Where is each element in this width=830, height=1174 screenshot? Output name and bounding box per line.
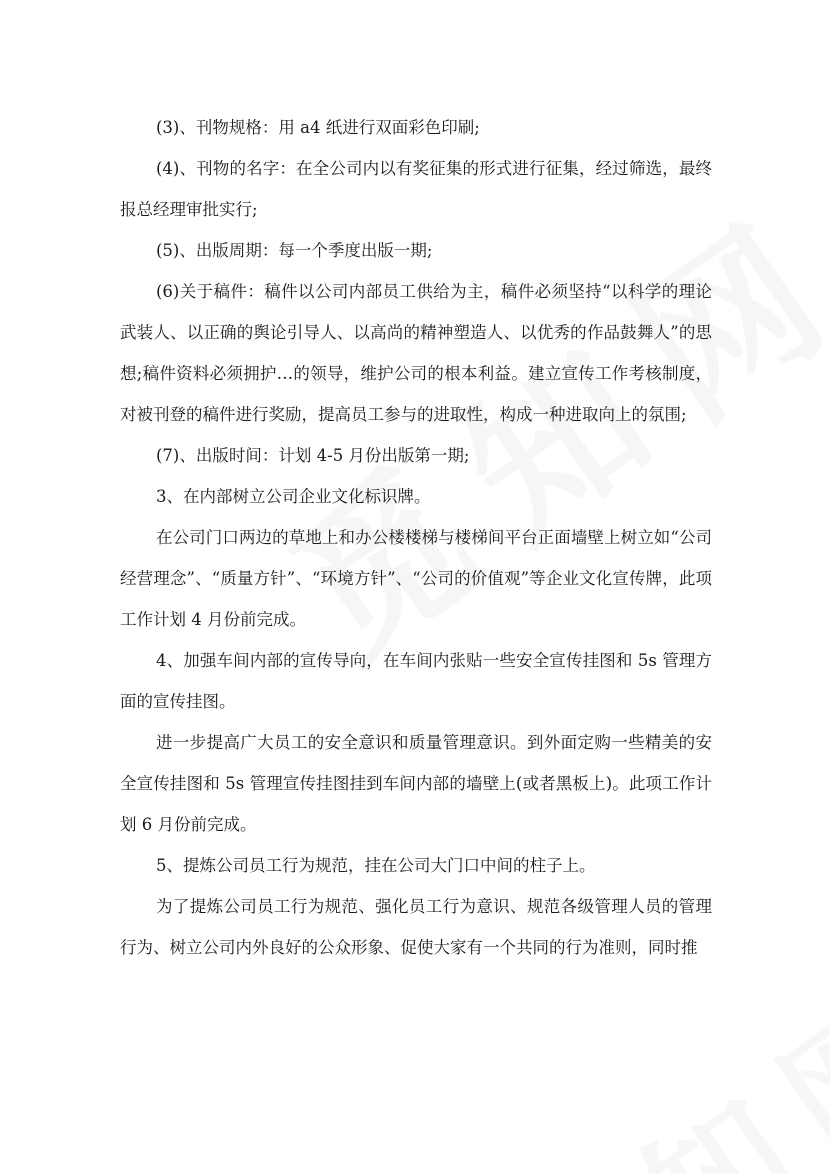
- paragraph-publication-name: (4)、刊物的名字：在全公司内以有奖征集的形式进行征集，经过筛选，最终报总经理审批实行;: [120, 159, 712, 219]
- paragraph-section-3-heading: 3、在内部树立公司企业文化标识牌。: [156, 487, 431, 506]
- paragraph-publication-time: (7)、出版时间：计划 4-5 月份出版第一期;: [156, 446, 470, 465]
- watermark-lower: [458, 932, 830, 1174]
- paragraph-section-5-body: 为了提炼公司员工行为规范、强化员工行为意识、规范各级管理人员的管理行为、树立公司内外良好的公众形象、促使大家有一个共同的行为准则，同时推: [120, 897, 712, 957]
- paragraph-section-4-body: 进一步提高广大员工的安全意识和质量管理意识。到外面定购一些精美的安全宣传挂图和 5s 管理宣传挂图挂到车间内部的墙壁上(或者黑板上)。此项工作计划 6 月份前完成。: [120, 733, 712, 834]
- paragraph-manuscripts: (6)关于稿件：稿件以公司内部员工供给为主，稿件必须坚持“以科学的理论武装人、以正确的舆论引导人、以高尚的精神塑造人、以优秀的作品鼓舞人”的思想;稿件资料必须拥护…的领导，维护公司的根本利益。建立宣传工作考核制度，对被刊登的稿件进行奖励，提高员工参与的进取性，构成一种进取向上的氛围;: [120, 282, 712, 424]
- paragraph-section-4-heading: 4、加强车间内部的宣传导向，在车间内张贴一些安全宣传挂图和 5s 管理方面的宣传挂图。: [120, 651, 712, 711]
- paragraph-publication-spec: (3)、刊物规格：用 a4 纸进行双面彩色印刷;: [156, 118, 480, 137]
- paragraph-section-5-heading: 5、提炼公司员工行为规范，挂在公司大门口中间的柱子上。: [156, 856, 596, 875]
- document-body: [120, 107, 712, 968]
- paragraph-publication-cycle: (5)、出版周期：每一个季度出版一期;: [156, 241, 433, 260]
- paragraph-section-3-body: 在公司门口两边的草地上和办公楼楼梯与楼梯间平台正面墙壁上树立如“公司经营理念”、“质量方针”、“环境方针”、“公司的价值观”等企业文化宣传牌，此项工作计划 4 月份前完成。: [120, 528, 712, 629]
